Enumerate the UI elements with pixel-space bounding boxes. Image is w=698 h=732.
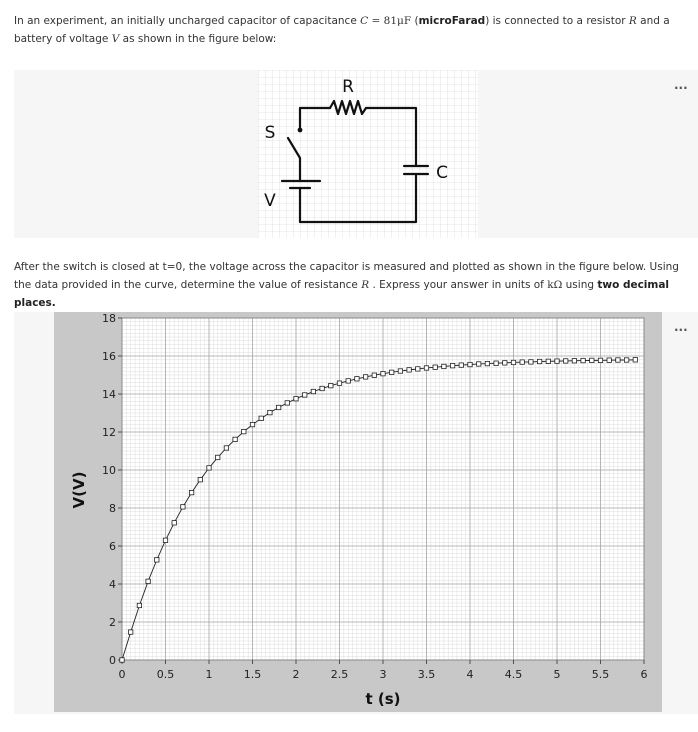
data-point <box>607 358 611 362</box>
question-text-1: After the switch is closed at t=0, the voltage across the capacitor is measured and plotted as shown in the figure below. Using the data provided in the curve, determine the value of resistance <box>14 261 679 291</box>
data-point <box>294 397 298 401</box>
data-point <box>616 358 620 362</box>
intro-text-5: and a battery of voltage <box>14 15 670 45</box>
data-point <box>624 358 628 362</box>
x-tick-label: 2 <box>292 668 300 681</box>
data-point <box>129 630 133 634</box>
capacitance-symbol: C <box>360 15 369 27</box>
data-point <box>633 358 637 362</box>
data-point <box>285 401 289 405</box>
y-tick-label: 4 <box>109 578 116 591</box>
question-text-2: . Express your answer in units of <box>369 279 548 291</box>
switch-contact <box>298 128 303 133</box>
x-tick-label: 3.5 <box>417 668 436 681</box>
data-point <box>224 446 228 450</box>
data-point <box>572 359 576 363</box>
data-point <box>590 358 594 362</box>
question-resistance-symbol: R <box>361 279 370 291</box>
data-point <box>520 360 524 364</box>
intro-text-6: as shown in the figure below: <box>119 33 277 45</box>
y-tick-label: 10 <box>102 464 116 477</box>
y-tick-label: 12 <box>102 426 116 439</box>
data-point <box>372 373 376 377</box>
x-tick-label: 0 <box>118 668 126 681</box>
data-point <box>416 367 420 371</box>
data-point <box>485 361 489 365</box>
data-point <box>216 455 220 459</box>
y-tick-label: 8 <box>109 502 116 515</box>
y-tick-label: 6 <box>109 540 116 553</box>
y-tick-label: 18 <box>102 312 116 325</box>
resistor-label: R <box>342 77 354 97</box>
answer-unit: kΩ <box>547 279 563 291</box>
data-point <box>303 393 307 397</box>
data-point <box>146 579 150 583</box>
capacitance-unit-bold: microFarad <box>418 15 486 27</box>
data-point <box>381 371 385 375</box>
data-point <box>555 359 559 363</box>
data-point <box>320 386 324 390</box>
capacitor-label: C <box>436 163 448 183</box>
battery-label: V <box>264 191 276 211</box>
data-point <box>355 377 359 381</box>
y-tick-label: 2 <box>109 616 116 629</box>
data-point <box>433 365 437 369</box>
data-point <box>511 360 515 364</box>
intro-text-1: In an experiment, an initially uncharged capacitor of capacitance <box>14 15 361 27</box>
x-tick-label: 4 <box>466 668 474 681</box>
data-point <box>137 603 141 607</box>
data-point <box>363 375 367 379</box>
x-tick-label: 1.5 <box>243 668 262 681</box>
data-point <box>581 358 585 362</box>
data-point <box>181 505 185 509</box>
data-point <box>268 410 272 414</box>
question-text-3: using <box>562 279 598 291</box>
resistance-symbol: R <box>628 15 637 27</box>
data-point <box>398 369 402 373</box>
x-axis-label: t (s) <box>365 690 401 708</box>
y-tick-label: 0 <box>109 654 116 667</box>
data-point <box>189 490 193 494</box>
x-tick-label: 6 <box>640 668 648 681</box>
data-point <box>407 368 411 372</box>
problem-intro <box>14 12 698 48</box>
capacitance-value: 81μF <box>383 15 412 27</box>
y-axis-label: V(V) <box>70 471 88 509</box>
data-point <box>259 416 263 420</box>
x-tick-label: 0.5 <box>156 668 175 681</box>
voltage-symbol: V <box>111 33 120 45</box>
data-point <box>337 381 341 385</box>
data-point <box>503 361 507 365</box>
data-point <box>494 361 498 365</box>
x-tick-label: 1 <box>205 668 213 681</box>
data-point <box>163 538 167 542</box>
data-point <box>242 429 246 433</box>
circuit-diagram <box>258 70 478 238</box>
data-point <box>346 379 350 383</box>
graph-paper-grid <box>258 70 478 238</box>
data-point <box>276 405 280 409</box>
data-point <box>233 437 237 441</box>
data-point <box>598 358 602 362</box>
data-point <box>537 359 541 363</box>
data-point <box>564 359 568 363</box>
data-point <box>329 383 333 387</box>
data-point <box>155 558 159 562</box>
equals-sign: = <box>368 15 384 27</box>
x-tick-label: 3 <box>379 668 387 681</box>
x-tick-label: 5 <box>553 668 561 681</box>
x-tick-label: 2.5 <box>330 668 349 681</box>
data-point <box>546 359 550 363</box>
data-point <box>250 422 254 426</box>
data-point <box>450 363 454 367</box>
y-tick-label: 14 <box>102 388 116 401</box>
switch-label: S <box>264 123 276 143</box>
data-point <box>172 521 176 525</box>
intro-text-4: ) is connected to a resistor <box>485 15 629 27</box>
data-point <box>311 389 315 393</box>
problem-question <box>14 258 698 312</box>
data-point <box>529 360 533 364</box>
x-tick-label: 5.5 <box>591 668 610 681</box>
voltage-time-chart <box>54 312 662 712</box>
data-point <box>390 370 394 374</box>
figure-menu-icon[interactable]: ... <box>674 78 688 92</box>
data-point <box>207 466 211 470</box>
data-point <box>477 362 481 366</box>
data-point <box>424 366 428 370</box>
x-tick-label: 4.5 <box>504 668 523 681</box>
data-point <box>459 363 463 367</box>
answer-precision-bold: two decimal places. <box>14 279 670 309</box>
chart-menu-icon[interactable]: ... <box>674 320 688 334</box>
data-point <box>442 364 446 368</box>
data-point <box>198 477 202 481</box>
data-point <box>468 362 472 366</box>
y-tick-label: 16 <box>102 350 116 363</box>
data-point <box>120 658 124 662</box>
intro-text-3: ( <box>411 15 419 27</box>
